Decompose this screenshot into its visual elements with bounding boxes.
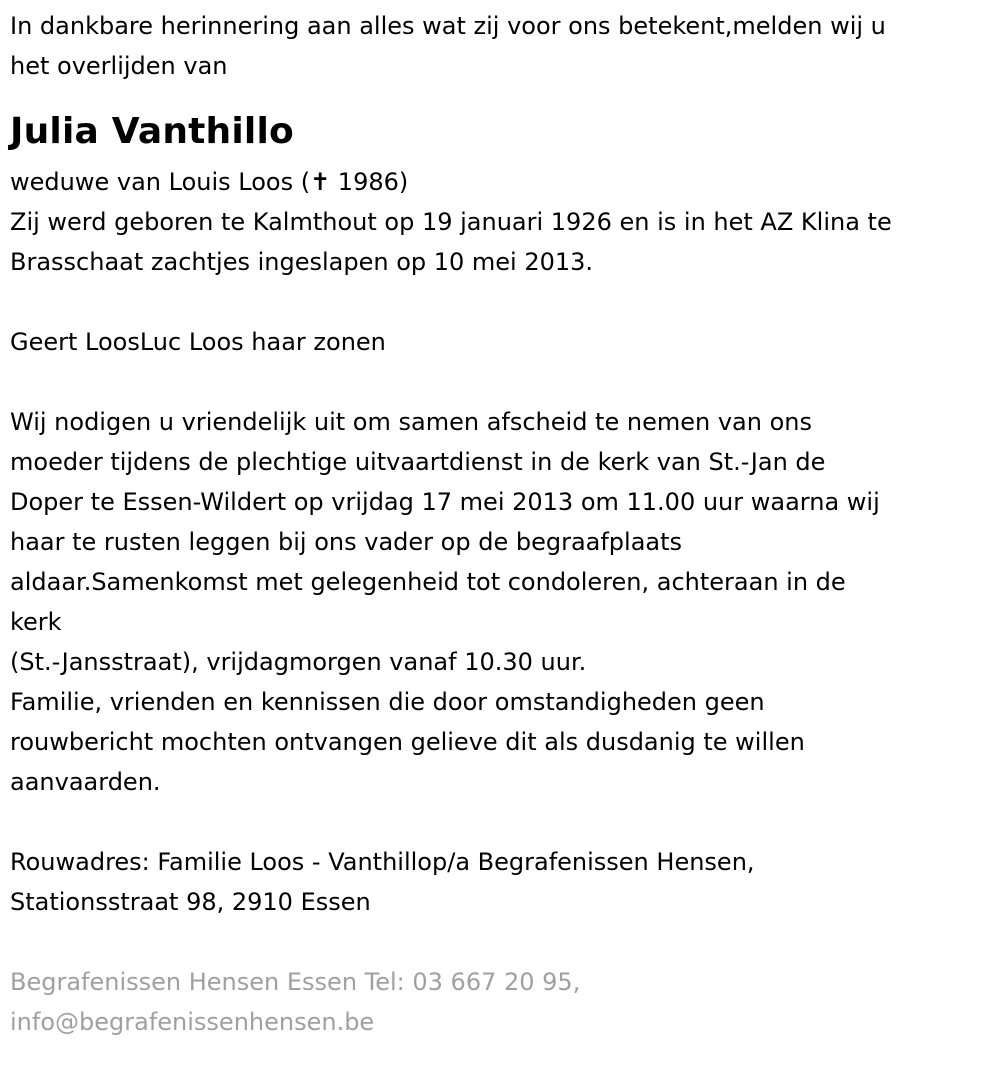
spacer: [10, 282, 990, 322]
invitation-line: Wij nodigen u vriendelijk uit om samen afscheid te nemen van ons: [10, 408, 812, 436]
spacer: [10, 802, 990, 842]
invitation-line: (St.-Jansstraat), vrijdagmorgen vanaf 10.30 uur.: [10, 648, 587, 676]
invitation-line: Doper te Essen-Wildert op vrijdag 17 mei 2013 om 11.00 uur waarna wij: [10, 488, 880, 516]
invitation-line: moeder tijdens de plechtige uitvaartdienst in de kerk van St.-Jan de: [10, 448, 826, 476]
deceased-name: Julia Vanthillo: [10, 111, 294, 152]
invitation-line: rouwbericht mochten ontvangen gelieve dit als dusdanig te willen: [10, 728, 805, 756]
footer-email: info@begrafenissenhensen.be: [10, 1008, 375, 1036]
footer-contact-line: Begrafenissen Hensen Essen Tel: 03 667 20 95,: [10, 968, 581, 996]
sons-line: Geert LoosLuc Loos haar zonen: [10, 328, 386, 356]
address-line-1: Rouwadres: Familie Loos - Vanthillop/a Begrafenissen Hensen,: [10, 848, 755, 876]
intro-line-2: het overlijden van: [10, 52, 228, 80]
birth-line-2: Brasschaat zachtjes ingeslapen op 10 mei 2013.: [10, 248, 594, 276]
invitation-line: Familie, vrienden en kennissen die door omstandigheden geen: [10, 688, 765, 716]
birth-line-1: Zij werd geboren te Kalmthout op 19 januari 1926 en is in het AZ Klina te: [10, 208, 892, 236]
invitation-paragraph: [10, 402, 990, 802]
address-line-2: Stationsstraat 98, 2910 Essen: [10, 888, 371, 916]
intro-line-1: In dankbare herinnering aan alles wat zij voor ons betekent,melden wij u: [10, 12, 886, 40]
invitation-line: kerk: [10, 608, 62, 636]
invitation-line: aanvaarden.: [10, 768, 161, 796]
invitation-line: aldaar.Samenkomst met gelegenheid tot condoleren, achteraan in de: [10, 568, 846, 596]
invitation-line: haar te rusten leggen bij ons vader op de begraafplaats: [10, 528, 683, 556]
spacer: [10, 922, 990, 962]
funeral-home-footer: [10, 962, 990, 1042]
spacer: [10, 362, 990, 402]
widow-line: weduwe van Louis Loos (✝ 1986): [10, 168, 409, 196]
